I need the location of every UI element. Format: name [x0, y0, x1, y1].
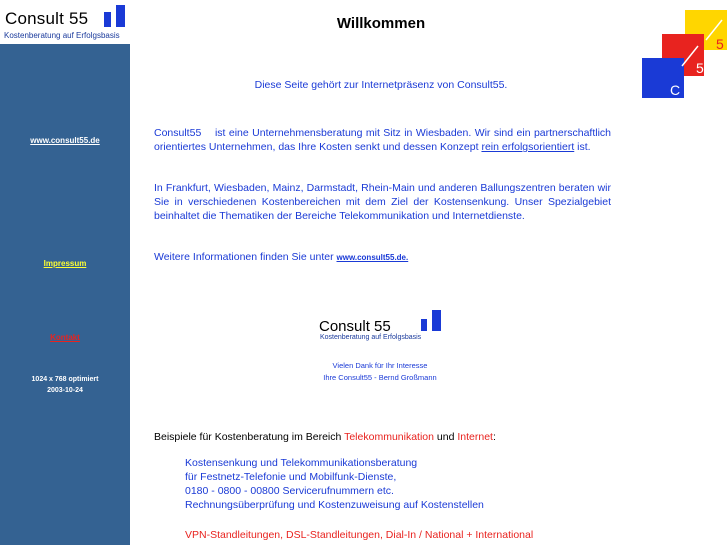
more-info-link[interactable]: www.consult55.de. — [336, 253, 409, 262]
logo-bar-small — [104, 12, 111, 27]
site-logo — [0, 0, 130, 44]
date-note: 2003-10-24 — [47, 387, 83, 394]
digit-five-yellow: 5 — [716, 36, 724, 52]
examples-list-internet: VPN-Standleitungen, DSL-Standleitungen, Dial-In / National + International — [185, 529, 534, 541]
sidebar-link-impressum[interactable]: Impressum — [43, 259, 87, 268]
intro-text: Diese Seite gehört zur Internetpräsenz von Consult55. — [254, 79, 508, 91]
sidebar-link-website[interactable]: www.consult55.de — [30, 136, 100, 145]
paragraph-about — [154, 126, 614, 154]
digit-five-red: 5 — [696, 60, 704, 76]
thanks-line-1: Vielen Dank für Ihr Interesse — [332, 361, 428, 370]
list-item: 0180 - 0800 - 00800 Servicerufnummern etc. — [185, 485, 394, 497]
logo-name: Consult 55 — [5, 9, 89, 28]
paragraph-more-info — [154, 250, 611, 265]
list-item: Kostensenkung und Telekommunikationsberatung — [185, 457, 418, 469]
more-info-text: Weitere Informationen finden Sie unter — [154, 251, 337, 263]
slash-lines — [640, 10, 727, 100]
resolution-note: 1024 x 768 optimiert — [31, 376, 99, 383]
erfolgsorientiert-link[interactable]: rein erfolgsorientiert — [481, 141, 575, 153]
examples-list-telekom — [185, 456, 615, 512]
corner-logo-graphic — [640, 10, 727, 100]
logo-bar-large — [116, 5, 125, 27]
center-logo-bar-large — [432, 310, 441, 331]
logo-tagline: Kostenberatung auf Erfolgsbasis — [4, 31, 120, 40]
examples-prefix: Beispiele für Kostenberatung im Bereich — [154, 431, 345, 443]
examples-telekom: Telekommunikation — [344, 431, 434, 443]
letter-c-blue: C — [670, 82, 681, 98]
center-logo-tagline: Kostenberatung auf Erfolgsbasis — [320, 334, 422, 341]
examples-internet: Internet — [457, 431, 493, 443]
sidebar — [0, 44, 130, 545]
center-logo-bar-small — [421, 319, 427, 331]
examples-heading — [154, 430, 614, 444]
center-logo-name: Consult 55 — [319, 318, 391, 335]
thanks-line-2: Ihre Consult55 - Bernd Großmann — [323, 373, 437, 382]
list-item: für Festnetz-Telefonie und Mobilfunk-Dienste, — [185, 471, 397, 483]
list-item: Rechnungsüberprüfung und Kostenzuweisung auf Kostenstellen — [185, 499, 484, 511]
examples-colon: : — [492, 431, 496, 443]
sidebar-link-kontakt[interactable]: Kontakt — [50, 333, 80, 342]
paragraph-regions: In Frankfurt, Wiesbaden, Mainz, Darmstadt, Rhein-Main und anderen Ballungszentren beraten wir Sie in verschiedenen Kostenbereichen mit dem Ziel der Kostensenkung. Unser Spezialgebiet beinhaltet die Thematiken der Bereiche Telekommunikation und Internetdienste. — [154, 182, 611, 222]
page-title: Willkommen — [336, 15, 426, 32]
paragraph-about-end: ist. — [574, 141, 591, 153]
examples-und: und — [433, 431, 458, 443]
paragraph-about-text: Consult55 ist eine Unternehmensberatung mit Sitz in Wiesbaden. Wir sind ein partnerschaftlich orientiertes Unternehmen, das Ihre Kosten senkt und dessen Konzept — [154, 127, 614, 153]
center-logo — [318, 310, 448, 346]
